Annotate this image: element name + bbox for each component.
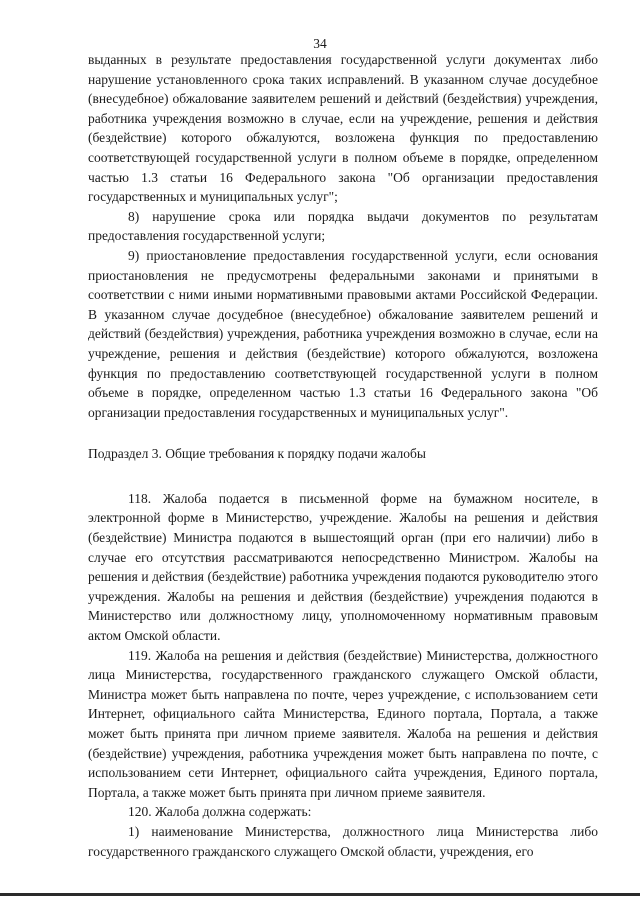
paragraph-item-9: 9) приостановление предоставления государственной услуги, если основания приостановления не предусмотрены федеральными законами и принятыми в соответствии с ними иными нормативными правовыми актами Российской Федерации. В указанном случае досудебное (внесудебное) обжалование заявителем решений и действий (бездействия) учреждения, работника учреждения возможно в случае, если на учреждение, решения и действия (бездействие) которого обжалуются, возложена функция по предоставлению соответствующей государственной услуги в полном объеме в порядке, определенном частью 1.3 статьи 16 Федерального закона "Об организации предоставления государственных и муниципальных услуг". bbox=[88, 247, 598, 420]
paragraph-118: 118. Жалоба подается в письменной форме на бумажном носителе, в электронной форме в Министерство, учреждение. Жалобы на решения и действия (бездействие) Министра подаются в вышестоящий орган (при его наличии) либо в случае его отсутствия рассматриваются непосредственно Министром. Жалобы на решения и действия (бездействие) работника учреждения подаются руководителю этого учреждения. Жалобы на решения и действия (бездействие) учреждения подаются в Министерство или должностному лицу, уполномоченному нормативным правовым актом Омской области. bbox=[88, 490, 598, 644]
paragraph-120-item-1: 1) наименование Министерства, должностного лица Министерства либо государственного гражданского служащего Омской области, учреждения, его bbox=[88, 823, 598, 859]
section-heading: Подраздел 3. Общие требования к порядку подачи жалобы bbox=[88, 446, 426, 462]
page-bottom-edge bbox=[0, 893, 640, 896]
page-number: 34 bbox=[313, 36, 327, 51]
paragraph-item-8: 8) нарушение срока или порядка выдачи документов по результатам предоставления государственной услуги; bbox=[88, 208, 598, 244]
paragraph-120: 120. Жалоба должна содержать: bbox=[128, 804, 312, 820]
paragraph-continuation: выданных в результате предоставления государственной услуги документах либо нарушение установленного срока таких исправлений. В указанном случае досудебное (внесудебное) обжалование заявителем решений и действий (бездействия) учреждения, работника учреждения возможно в случае, если на учреждение, решения и действия (бездействие) которого обжалуются, возложена функция по предоставлению соответствующей государственной услуги в полном объеме в порядке, определенном частью 1.3 статьи 16 Федерального закона "Об организации предоставления государственных и муниципальных услуг"; bbox=[88, 52, 598, 205]
paragraph-119: 119. Жалоба на решения и действия (бездействие) Министерства, должностного лица Министерства, государственного гражданского служащего Омской области, Министра может быть направлена по почте, через учреждение, с использованием сети Интернет, официального сайта Министерства, Единого портала, Портала, а также может быть принята при личном приеме заявителя. Жалоба на решения и действия (бездействие) учреждения, работника учреждения может быть направлена по почте, с использованием сети Интернет, официального сайта учреждения, Единого портала, Портала, а также может быть принята при личном приеме заявителя. bbox=[88, 647, 598, 800]
document-body bbox=[88, 50, 598, 861]
